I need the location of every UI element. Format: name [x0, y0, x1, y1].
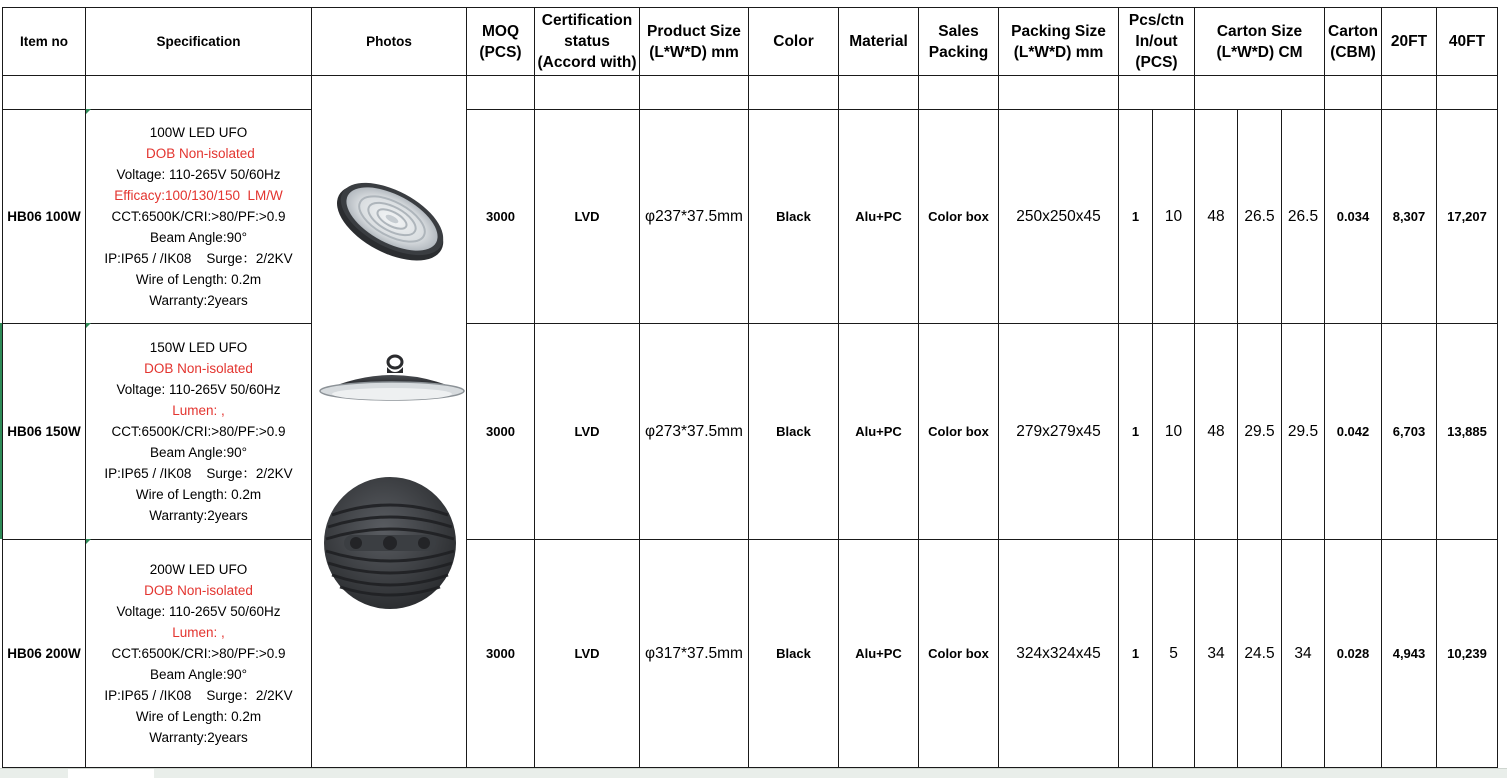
spec-line: Beam Angle:90°: [150, 667, 247, 682]
item-no-cell[interactable]: HB06 150W: [3, 324, 86, 540]
color-cell[interactable]: Black: [749, 540, 839, 768]
material-cell[interactable]: Alu+PC: [839, 324, 919, 540]
item-no-cell[interactable]: HB06 100W: [3, 110, 86, 324]
product-table: [2, 7, 1498, 768]
ft20-cell[interactable]: 4,943: [1382, 540, 1437, 768]
carton-d-cell[interactable]: 34: [1282, 540, 1325, 768]
header-20ft[interactable]: 20FT: [1382, 8, 1437, 76]
item-no-cell[interactable]: HB06 200W: [3, 540, 86, 768]
empty-cell[interactable]: [1195, 76, 1325, 110]
spec-line: Wire of Length: 0.2m: [135, 709, 262, 724]
product-size-cell[interactable]: φ237*37.5mm: [640, 110, 749, 324]
spec-line: Beam Angle:90°: [150, 230, 247, 245]
pcs-out-cell[interactable]: 10: [1153, 110, 1195, 324]
header-carton-cbm[interactable]: Carton (CBM): [1325, 8, 1382, 76]
ft40-cell[interactable]: 17,207: [1437, 110, 1498, 324]
spec-line: IP:IP65 / /IK08 Surge：2/2KV: [104, 251, 293, 266]
carton-l-cell[interactable]: 48: [1195, 110, 1238, 324]
empty-cell[interactable]: [86, 76, 312, 110]
comment-indicator: [86, 539, 91, 544]
empty-cell[interactable]: [919, 76, 999, 110]
row-selection-accent: [0, 323, 2, 539]
carton-l-cell[interactable]: 48: [1195, 324, 1238, 540]
empty-cell[interactable]: [1382, 76, 1437, 110]
empty-cell[interactable]: [839, 76, 919, 110]
empty-row: [3, 76, 1498, 110]
ft40-cell[interactable]: 13,885: [1437, 324, 1498, 540]
header-material[interactable]: Material: [839, 8, 919, 76]
spec-line: CCT:6500K/CRI:>80/PF:>0.9: [111, 424, 286, 439]
ufo-light-side-icon: [317, 347, 467, 417]
header-photos[interactable]: Photos: [312, 8, 467, 76]
spec-line: 150W LED UFO: [149, 340, 248, 355]
empty-cell[interactable]: [640, 76, 749, 110]
empty-cell[interactable]: [749, 76, 839, 110]
product-size-cell[interactable]: φ317*37.5mm: [640, 540, 749, 768]
table-row: [3, 110, 1498, 324]
packing-size-cell[interactable]: 324x324x45: [999, 540, 1119, 768]
comment-indicator: [86, 323, 91, 328]
carton-w-cell[interactable]: 24.5: [1238, 540, 1282, 768]
header-sales-packing[interactable]: Sales Packing: [919, 8, 999, 76]
pcs-in-cell[interactable]: 1: [1119, 540, 1153, 768]
carton-d-cell[interactable]: 29.5: [1282, 324, 1325, 540]
empty-cell[interactable]: [1437, 76, 1498, 110]
spec-line: Voltage: 110-265V 50/60Hz: [116, 167, 281, 182]
carton-w-cell[interactable]: 26.5: [1238, 110, 1282, 324]
spec-line: Voltage: 110-265V 50/60Hz: [116, 604, 281, 619]
cbm-cell[interactable]: 0.034: [1325, 110, 1382, 324]
spec-line: Efficacy:100/130/150 LM/W: [114, 188, 283, 203]
empty-cell[interactable]: [1119, 76, 1195, 110]
carton-l-cell[interactable]: 34: [1195, 540, 1238, 768]
moq-cell[interactable]: 3000: [467, 540, 535, 768]
product-size-cell[interactable]: φ273*37.5mm: [640, 324, 749, 540]
sales-packing-cell[interactable]: Color box: [919, 110, 999, 324]
header-moq[interactable]: MOQ (PCS): [467, 8, 535, 76]
spec-line: Warranty:2years: [149, 730, 248, 745]
color-cell[interactable]: Black: [749, 324, 839, 540]
spec-line: Beam Angle:90°: [150, 445, 247, 460]
spec-line: DOB Non-isolated: [142, 146, 255, 161]
empty-cell[interactable]: [3, 76, 86, 110]
header-color[interactable]: Color: [749, 8, 839, 76]
spec-line: Wire of Length: 0.2m: [135, 487, 262, 502]
pcs-out-cell[interactable]: 5: [1153, 540, 1195, 768]
spec-line: CCT:6500K/CRI:>80/PF:>0.9: [111, 209, 286, 224]
header-carton-size[interactable]: Carton Size (L*W*D) CM: [1195, 8, 1325, 76]
spec-line: Wire of Length: 0.2m: [135, 272, 262, 287]
spec-line: DOB Non-isolated: [144, 583, 253, 598]
ft20-cell[interactable]: 8,307: [1382, 110, 1437, 324]
header-40ft[interactable]: 40FT: [1437, 8, 1498, 76]
comment-indicator: [86, 109, 91, 114]
pcs-in-cell[interactable]: 1: [1119, 110, 1153, 324]
header-packing-size[interactable]: Packing Size (L*W*D) mm: [999, 8, 1119, 76]
packing-size-cell[interactable]: 279x279x45: [999, 324, 1119, 540]
material-cell[interactable]: Alu+PC: [839, 540, 919, 768]
photos-cell[interactable]: [312, 76, 467, 768]
moq-cell[interactable]: 3000: [467, 110, 535, 324]
spec-line: 200W LED UFO: [149, 562, 248, 577]
header-pcs-ctn[interactable]: Pcs/ctn In/out (PCS): [1119, 8, 1195, 76]
spec-line: Voltage: 110-265V 50/60Hz: [116, 382, 281, 397]
spec-line: IP:IP65 / /IK08 Surge：2/2KV: [104, 466, 293, 481]
table-row: [3, 540, 1498, 768]
color-cell[interactable]: Black: [749, 110, 839, 324]
header-specification[interactable]: Specification: [86, 8, 312, 76]
packing-size-cell[interactable]: 250x250x45: [999, 110, 1119, 324]
ft20-cell[interactable]: 6,703: [1382, 324, 1437, 540]
cert-cell[interactable]: LVD: [535, 324, 640, 540]
spec-line: Lumen: ,: [172, 625, 225, 640]
empty-cell[interactable]: [535, 76, 640, 110]
spec-line: Warranty:2years: [149, 508, 248, 523]
ft40-cell[interactable]: 10,239: [1437, 540, 1498, 768]
pcs-in-cell[interactable]: 1: [1119, 324, 1153, 540]
cbm-cell[interactable]: 0.042: [1325, 324, 1382, 540]
spec-line: CCT:6500K/CRI:>80/PF:>0.9: [111, 646, 286, 661]
material-cell[interactable]: Alu+PC: [839, 110, 919, 324]
moq-cell[interactable]: 3000: [467, 324, 535, 540]
cbm-cell[interactable]: 0.028: [1325, 540, 1382, 768]
carton-w-cell[interactable]: 29.5: [1238, 324, 1282, 540]
empty-cell[interactable]: [467, 76, 535, 110]
carton-d-cell[interactable]: 26.5: [1282, 110, 1325, 324]
header-row: [3, 8, 1498, 76]
sales-packing-cell[interactable]: Color box: [919, 540, 999, 768]
ufo-light-angled-icon: [332, 169, 452, 269]
ufo-light-back-icon: [322, 475, 458, 611]
pcs-out-cell[interactable]: 10: [1153, 324, 1195, 540]
sales-packing-cell[interactable]: Color box: [919, 324, 999, 540]
spec-line: Lumen: ,: [172, 403, 225, 418]
header-product-size[interactable]: Product Size (L*W*D) mm: [640, 8, 749, 76]
header-certification[interactable]: Certification status (Accord with): [535, 8, 640, 76]
spec-line: 100W LED UFO: [149, 125, 248, 140]
empty-cell[interactable]: [999, 76, 1119, 110]
spec-line: DOB Non-isolated: [144, 361, 253, 376]
spec-line: Warranty:2years: [149, 293, 248, 308]
cert-cell[interactable]: LVD: [535, 110, 640, 324]
empty-cell[interactable]: [1325, 76, 1382, 110]
header-item-no[interactable]: Item no: [3, 8, 86, 76]
photo-stack: [312, 91, 465, 753]
cert-cell[interactable]: LVD: [535, 540, 640, 768]
spec-cell[interactable]: [86, 540, 312, 768]
spec-line: IP:IP65 / /IK08 Surge：2/2KV: [104, 688, 293, 703]
spec-cell[interactable]: [86, 110, 312, 324]
spec-cell[interactable]: [86, 324, 312, 540]
table-row: [3, 324, 1498, 540]
